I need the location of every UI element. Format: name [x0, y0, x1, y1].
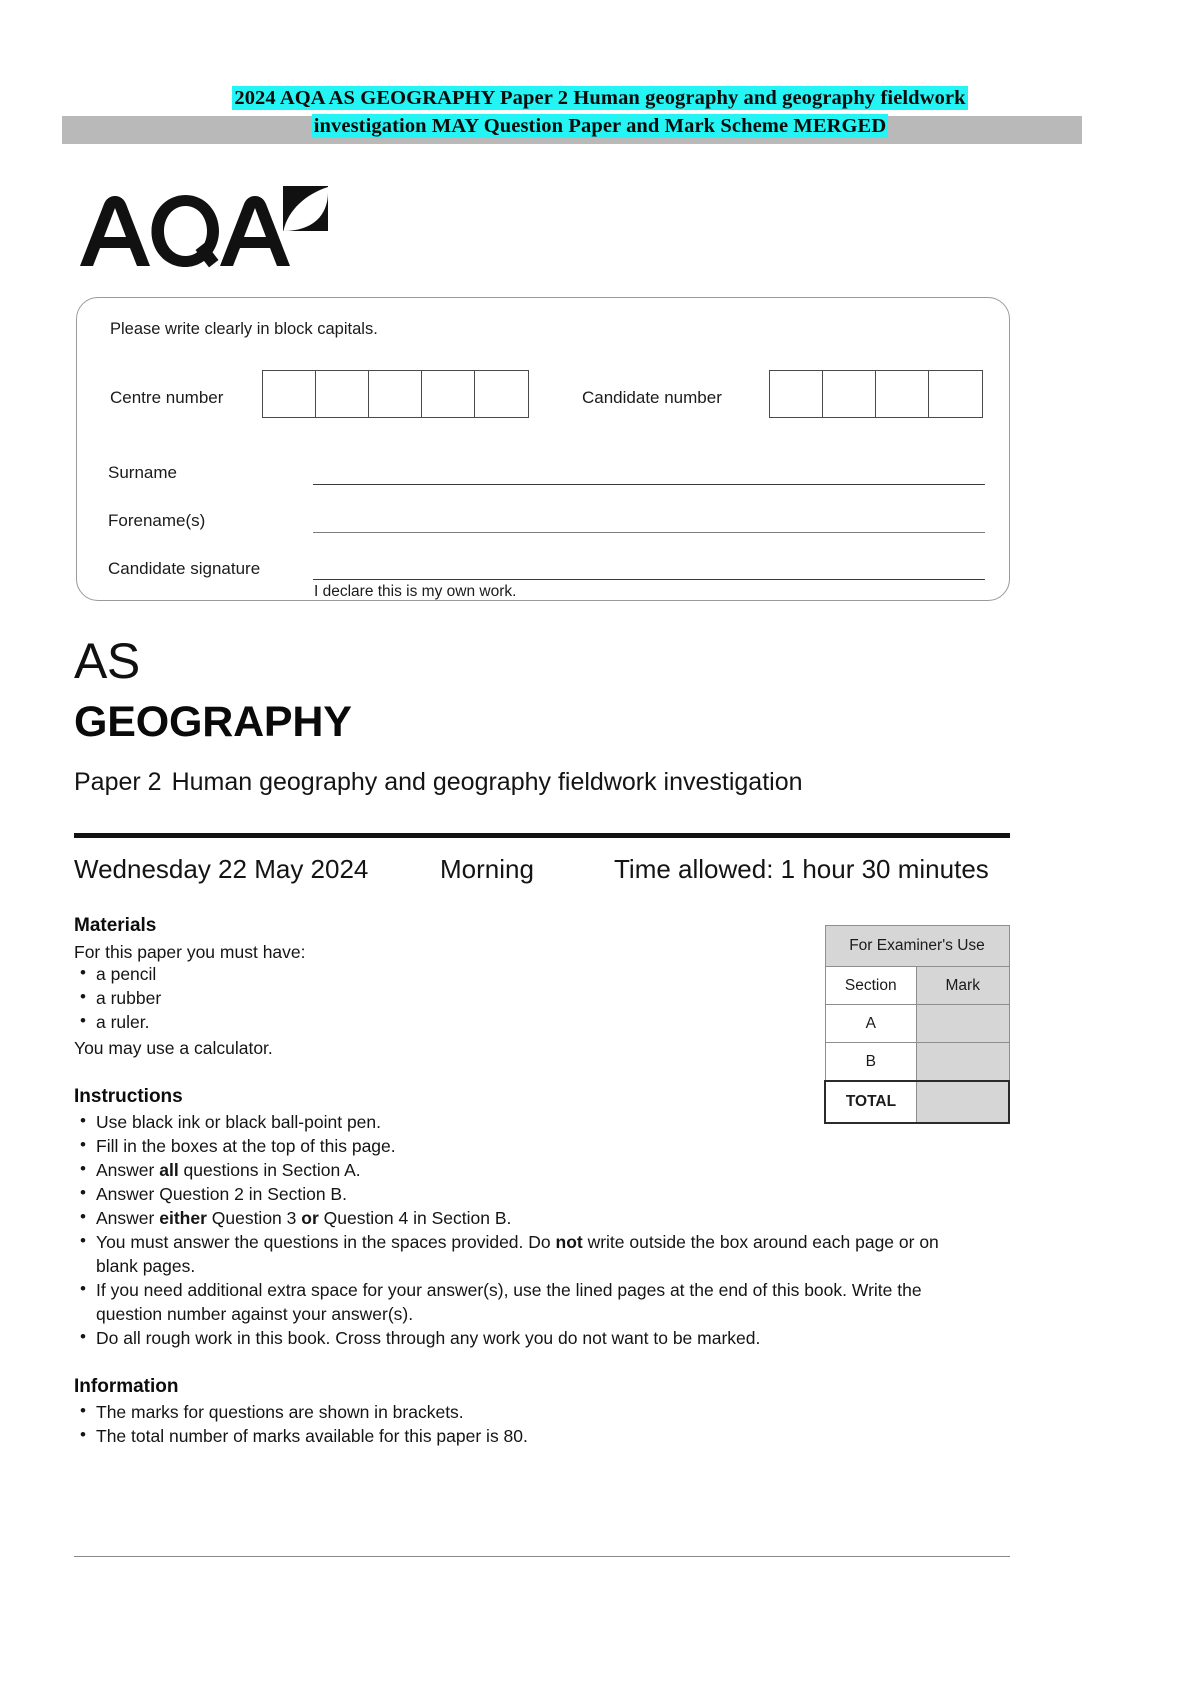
table-row-total: [825, 1081, 1009, 1123]
table-row: [825, 926, 1009, 967]
qualification-level: AS: [74, 633, 140, 689]
banner-line-2: investigation MAY Question Paper and Mark Scheme MERGED: [313, 115, 887, 137]
section-a-label: A: [825, 1005, 916, 1043]
calculator-note: You may use a calculator.: [74, 1038, 273, 1058]
aqa-logo-svg: [74, 178, 334, 270]
centre-number-cell[interactable]: [316, 371, 369, 417]
list-item: • Use black ink or black ball-point pen.: [74, 1110, 954, 1134]
materials-intro: For this paper you must have:: [74, 942, 306, 962]
aqa-logo: [74, 178, 334, 270]
instructions-list: [74, 1110, 954, 1350]
list-item: • If you need additional extra space for your answer(s), use the lined pages at the end of this book. Write the question number against your answer(s).: [74, 1278, 954, 1326]
total-label: TOTAL: [825, 1081, 916, 1123]
column-header-mark: Mark: [916, 967, 1009, 1005]
examiner-table-caption: For Examiner's Use: [825, 926, 1009, 967]
information-list: [74, 1400, 834, 1448]
block-capitals-instruction: Please write clearly in block capitals.: [110, 320, 378, 338]
materials-list: [74, 962, 474, 1034]
candidate-signature-input-line[interactable]: [313, 579, 985, 580]
title-divider-rule: [74, 833, 1010, 838]
candidate-number-input[interactable]: [769, 370, 983, 418]
candidate-number-cell[interactable]: [876, 371, 929, 417]
exam-date: Wednesday 22 May 2024: [74, 854, 369, 884]
exam-session: Morning: [440, 854, 534, 884]
list-item: • Answer either Question 3 or Question 4 in Section B.: [74, 1206, 954, 1230]
exam-time-allowed: Time allowed: 1 hour 30 minutes: [614, 854, 989, 884]
list-item: • a rubber: [74, 986, 474, 1010]
banner-line-1: 2024 AQA AS GEOGRAPHY Paper 2 Human geography and geography fieldwork: [234, 87, 966, 109]
table-row: [825, 1005, 1009, 1043]
candidate-number-label: Candidate number: [582, 388, 722, 407]
materials-heading: Materials: [74, 915, 157, 936]
list-item: • a pencil: [74, 962, 474, 986]
list-item: • Fill in the boxes at the top of this page.: [74, 1134, 954, 1158]
banner-title-text: [0, 84, 1200, 140]
merged-document-banner: [0, 0, 1200, 140]
candidate-signature-label: Candidate signature: [108, 559, 261, 578]
candidate-number-cell[interactable]: [770, 371, 823, 417]
examiner-use-table: [824, 925, 1010, 1124]
paper-name: Human geography and geography fieldwork investigation: [171, 768, 803, 796]
declaration-text: I declare this is my own work.: [314, 583, 517, 600]
centre-number-input[interactable]: [262, 370, 529, 418]
list-item: • Do all rough work in this book. Cross through any work you do not want to be marked.: [74, 1326, 954, 1350]
forenames-label: Forename(s): [108, 511, 206, 530]
list-item: • Answer all questions in Section A.: [74, 1158, 954, 1182]
subject-title: GEOGRAPHY: [74, 698, 352, 746]
list-item: • Answer Question 2 in Section B.: [74, 1182, 954, 1206]
surname-label: Surname: [108, 463, 177, 482]
list-item: • a ruler.: [74, 1010, 474, 1034]
list-item: • You must answer the questions in the spaces provided. Do not write outside the box around each page or on blank pages.: [74, 1230, 954, 1278]
table-row: [825, 1043, 1009, 1082]
candidate-number-cell[interactable]: [929, 371, 982, 417]
section-b-mark[interactable]: [916, 1043, 1009, 1082]
centre-number-cell[interactable]: [369, 371, 422, 417]
surname-input-line[interactable]: [313, 484, 985, 485]
centre-number-cell[interactable]: [475, 371, 528, 417]
total-mark[interactable]: [916, 1081, 1009, 1123]
list-item: • The marks for questions are shown in brackets.: [74, 1400, 834, 1424]
information-heading: Information: [74, 1376, 179, 1397]
candidate-number-cell[interactable]: [823, 371, 876, 417]
candidate-details-box: [76, 297, 1010, 601]
paper-title-line: [74, 768, 803, 797]
section-b-label: B: [825, 1043, 916, 1082]
column-header-section: Section: [825, 967, 916, 1005]
centre-number-cell[interactable]: [422, 371, 475, 417]
instructions-heading: Instructions: [74, 1086, 183, 1107]
section-a-mark[interactable]: [916, 1005, 1009, 1043]
table-row: [825, 967, 1009, 1005]
centre-number-label: Centre number: [110, 388, 224, 407]
centre-number-cell[interactable]: [263, 371, 316, 417]
footer-divider-rule: [74, 1556, 1010, 1557]
forenames-input-line[interactable]: [313, 532, 985, 533]
list-item: • The total number of marks available for this paper is 80.: [74, 1424, 834, 1448]
paper-number: Paper 2: [74, 768, 162, 796]
